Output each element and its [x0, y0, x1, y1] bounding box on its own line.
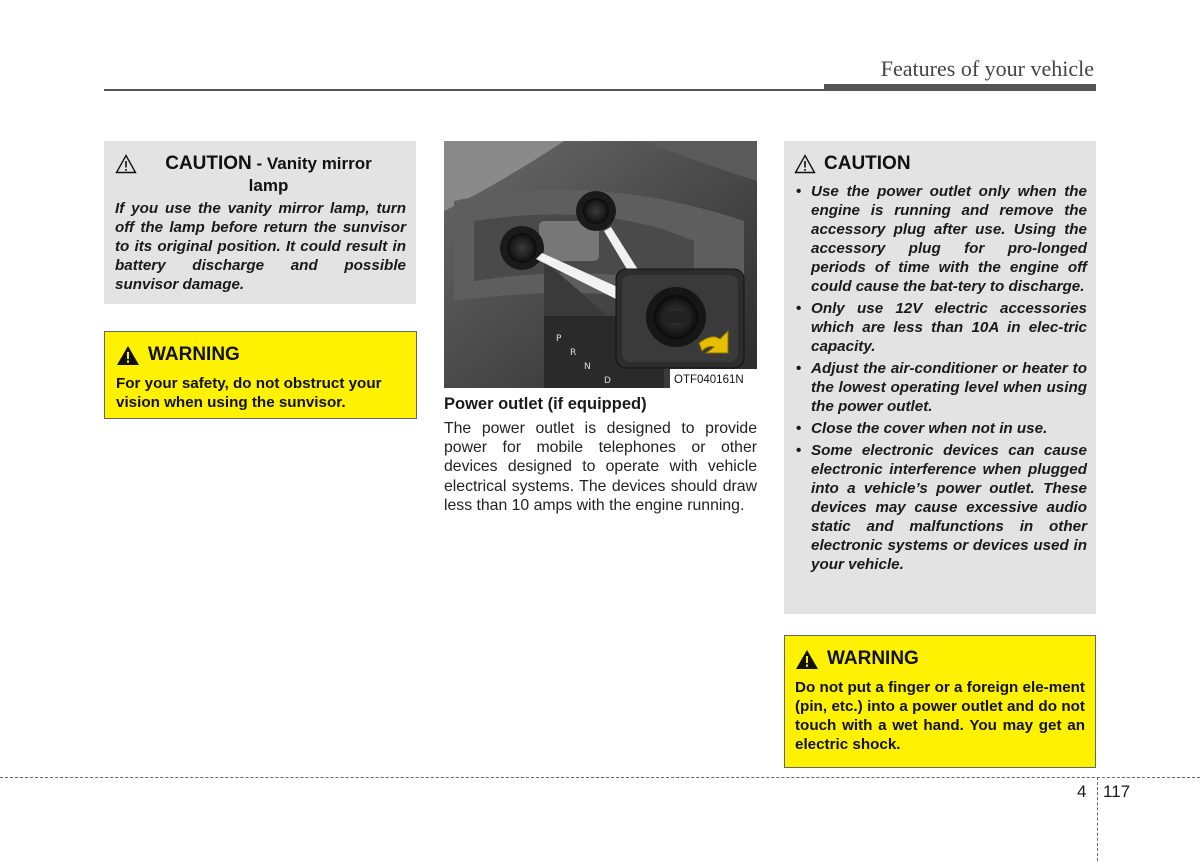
caution-triangle-icon	[115, 154, 137, 179]
caution-triangle-icon	[794, 154, 816, 179]
caution-outlet-title	[794, 153, 1087, 179]
power-outlet-photo	[444, 141, 757, 388]
svg-text:P: P	[556, 334, 562, 344]
list-item: • Close the cover when not in use.	[794, 419, 1087, 438]
power-outlet-text: The power outlet is designed to provide power for mobile telephones or other devices designed to operate with vehicle electrical systems. The devices should draw less than 10 amps with the engine running.	[444, 420, 757, 514]
caution-vanity-subtitle-cont: lamp	[248, 176, 289, 195]
warning-triangle-icon	[795, 649, 819, 675]
figure-code: OTF040161N	[674, 374, 744, 386]
caution-vanity-text: If you use the vanity mirror lamp, turn off the lamp before return the sunvisor to its original position. It could result in battery discharge and possible sunvisor damage.	[115, 200, 406, 293]
footer-vertical-divider	[1097, 777, 1098, 861]
caution-outlet-label: CAUTION	[824, 153, 911, 174]
svg-text:D: D	[604, 376, 611, 386]
caution-vanity-title	[115, 153, 406, 196]
header-rule	[104, 89, 824, 91]
warning-sunvisor-label: WARNING	[148, 344, 240, 365]
list-item: • Adjust the air-conditioner or heater to the lowest operating level when using the power outlet.	[794, 359, 1087, 416]
page-number: 117	[1103, 782, 1131, 801]
caution-vanity-subtitle: - Vanity mirror	[251, 154, 372, 173]
warning-outlet-title	[795, 648, 1085, 675]
warning-outlet-text: Do not put a finger or a foreign ele-ment (pin, etc.) into a power outlet and do not touch with a wet hand. You may get an electric shock.	[795, 679, 1085, 753]
caution-power-outlet-box	[784, 141, 1096, 614]
header-rule-accent	[824, 84, 1096, 91]
chapter-number: 4	[1077, 782, 1087, 801]
caution-vanity-label: CAUTION	[165, 153, 252, 174]
caution-vanity-mirror-box	[104, 141, 416, 304]
warning-sunvisor-title	[116, 344, 406, 371]
svg-text:R: R	[570, 348, 577, 358]
warning-triangle-icon	[116, 345, 140, 371]
svg-text:N: N	[584, 362, 591, 372]
list-item: • Use the power outlet only when the engine is running and remove the accessory plug after use. Using the accessory plug for pro-longed periods of time with the engine off could cause the bat-tery to discharge.	[794, 182, 1087, 296]
caution-outlet-list	[794, 182, 1087, 574]
warning-outlet-label: WARNING	[827, 648, 919, 669]
page-header-title: Features of your vehicle	[880, 56, 1094, 81]
warning-sunvisor-text: For your safety, do not obstruct your vision when using the sunvisor.	[116, 375, 382, 411]
power-outlet-heading: Power outlet (if equipped)	[444, 395, 647, 413]
warning-sunvisor-box	[104, 331, 417, 419]
list-item: • Some electronic devices can cause electronic interference when plugged into a vehicle’s power outlet. These devices may cause excessive audio static and malfunctions in other electronic systems or devices used in your vehicle.	[794, 441, 1087, 574]
list-item: • Only use 12V electric accessories which are less than 10A in elec-tric capacity.	[794, 299, 1087, 356]
warning-power-outlet-box	[784, 635, 1096, 768]
footer-divider	[0, 777, 1200, 778]
